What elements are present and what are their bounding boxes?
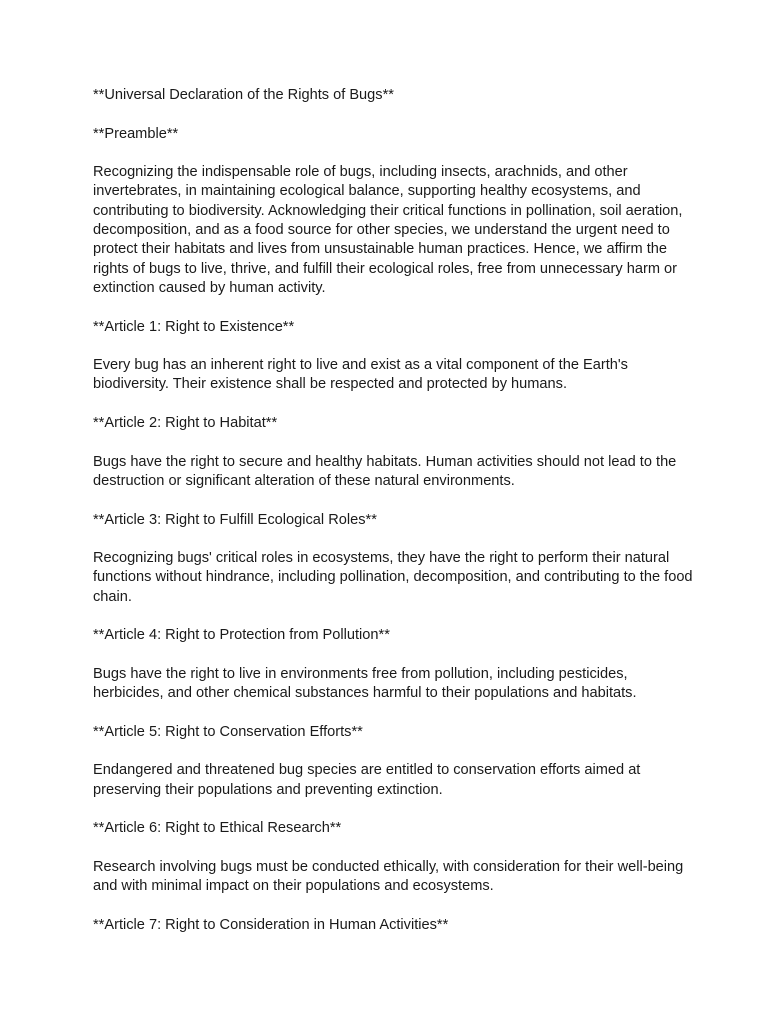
article-6-body: Research involving bugs must be conducted ethically, with consideration for their well-being and with minimal impact on their populations and ecosystems. <box>93 858 684 895</box>
article-5-heading: **Article 5: Right to Conservation Efforts** <box>93 723 363 740</box>
article-3-heading: **Article 3: Right to Fulfill Ecological Roles** <box>93 511 377 528</box>
article-2-heading: **Article 2: Right to Habitat** <box>93 415 278 432</box>
article-1-body: Every bug has an inherent right to live and exist as a vital component of the Earth's biodiversity. Their existence shall be respected and protected by humans. <box>93 357 628 393</box>
preamble-heading: **Preamble** <box>93 125 179 142</box>
document-title: **Universal Declaration of the Rights of Bugs** <box>93 87 394 103</box>
preamble-body: Recognizing the indispensable role of bugs, including insects, arachnids, and other invertebrates, in maintaining ecological balance, supporting healthy ecosystems, and contributing to biodiversity. Acknowledging their critical functions in pollination, soil aeration, decomposition, and as a food source for other species, we understand the urgent need to protect their habitats and lives from unsustainable human practices. Hence, we affirm the rights of bugs to live, thrive, and fulfill their ecological roles, free from unnecessary harm or extinction caused by human activity. <box>93 164 683 296</box>
article-4-heading: **Article 4: Right to Protection from Pollution** <box>93 627 390 644</box>
article-5-body: Endangered and threatened bug species are entitled to conservation efforts aimed at preserving their populations and preventing extinction. <box>93 762 641 798</box>
article-3-body: Recognizing bugs' critical roles in ecosystems, they have the right to perform their natural functions without hindrance, including pollination, decomposition, and contributing to the food chain. <box>93 550 693 605</box>
article-6-heading: **Article 6: Right to Ethical Research** <box>93 820 342 837</box>
article-1-heading: **Article 1: Right to Existence** <box>93 318 295 335</box>
article-4-body: Bugs have the right to live in environments free from pollution, including pesticides, herbicides, and other chemical substances harmful to their populations and habitats. <box>93 665 637 702</box>
article-7-heading: **Article 7: Right to Consideration in Human Activities** <box>93 916 449 933</box>
article-2-body: Bugs have the right to secure and healthy habitats. Human activities should not lead to the destruction or significant alteration of these natural environments. <box>93 453 677 489</box>
document-page <box>93 86 693 954</box>
